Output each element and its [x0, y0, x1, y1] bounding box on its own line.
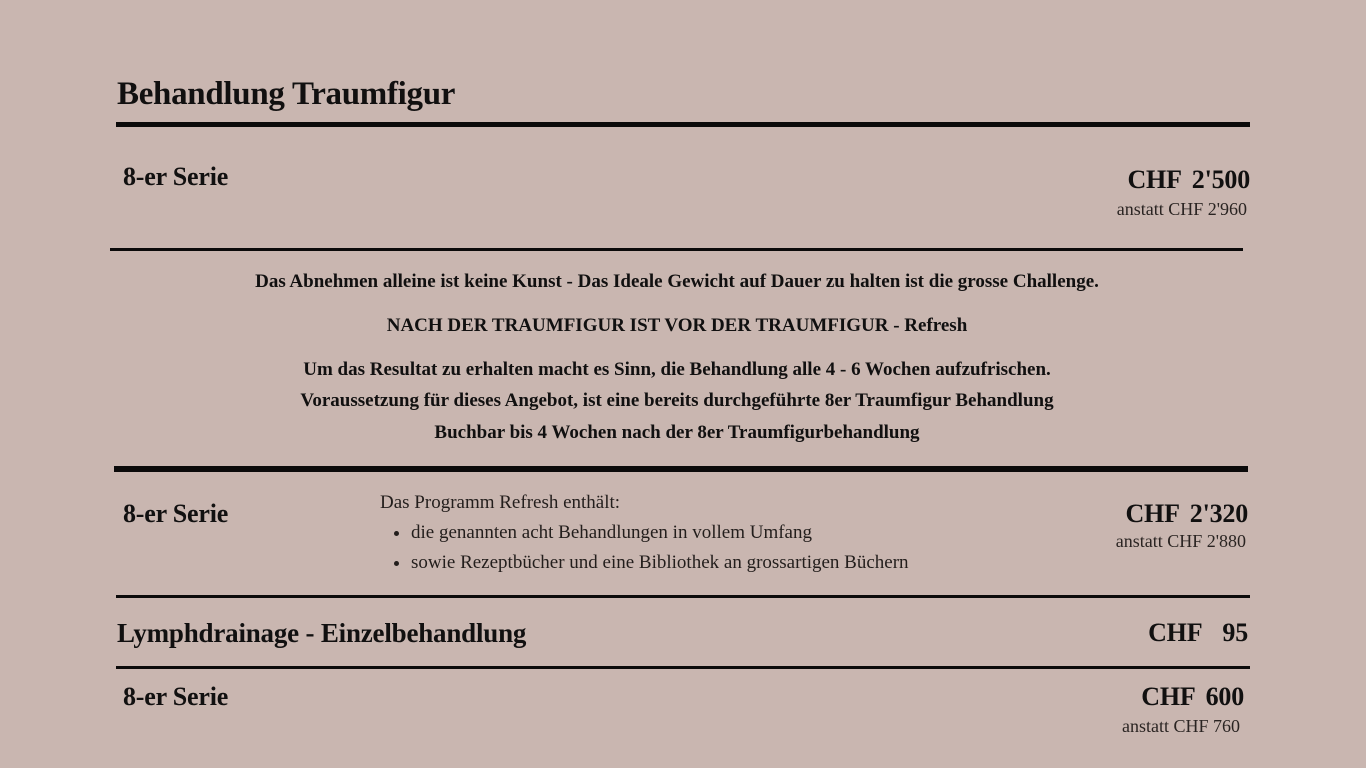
- refresh-info-line-4: Voraussetzung für dieses Angebot, ist eine bereits durchgeführte 8er Traumfigur Behandlung: [300, 390, 1054, 411]
- lymph-series-old-price: anstatt CHF 760: [1121, 716, 1240, 736]
- price-value: 2'500: [1191, 165, 1250, 194]
- currency-label: CHF: [1125, 499, 1180, 528]
- traumfigur-price: [1117, 165, 1250, 195]
- refresh-info-divider: [114, 466, 1248, 472]
- currency-label: CHF: [1141, 682, 1196, 711]
- page-title: Behandlung Traumfigur: [117, 76, 456, 112]
- traumfigur-price-box: [1117, 165, 1250, 220]
- lymph-series-label: 8-er Serie: [123, 682, 229, 711]
- refresh-info-line-5: Buchbar bis 4 Wochen nach der 8er Traumfigurbehandlung: [434, 422, 920, 443]
- program-intro: Das Programm Refresh enthält:: [380, 492, 621, 513]
- currency-label: CHF: [1148, 618, 1203, 647]
- price-value: 600: [1205, 682, 1244, 711]
- refresh-old-price: anstatt CHF 2'880: [1115, 531, 1246, 551]
- refresh-info-line-2: NACH DER TRAUMFIGUR IST VOR DER TRAUMFIGUR - Refresh: [386, 315, 968, 336]
- refresh-program: [380, 492, 909, 578]
- refresh-info-line-3: Um das Resultat zu erhalten macht es Sinn, die Behandlung alle 4 - 6 Wochen aufzufrischen.: [303, 359, 1051, 380]
- lymph-price-box: [1148, 618, 1248, 648]
- program-item: • die genannten acht Behandlungen in vollem Umfang: [411, 518, 909, 548]
- lymph-series-price: [1122, 682, 1244, 712]
- refresh-price: [1116, 499, 1248, 529]
- traumfigur-series-label: 8-er Serie: [123, 162, 229, 191]
- currency-label: CHF: [1127, 165, 1182, 194]
- price-value: 2'320: [1189, 499, 1248, 528]
- program-item: • sowie Rezeptbücher und eine Bibliothek an grossartigen Büchern: [411, 548, 909, 578]
- traumfigur-old-price: anstatt CHF 2'960: [1116, 199, 1247, 219]
- refresh-price-box: [1116, 499, 1248, 552]
- lymph-divider: [116, 666, 1250, 669]
- lymph-price: [1148, 618, 1248, 648]
- refresh-info-line-1: Das Abnehmen alleine ist keine Kunst - Das Ideale Gewicht auf Dauer zu halten ist die grosse Challenge.: [255, 271, 1099, 292]
- lymph-series-price-box: [1122, 682, 1244, 737]
- title-divider: [116, 122, 1250, 127]
- refresh-divider: [116, 595, 1250, 598]
- traumfigur-divider: [110, 248, 1243, 251]
- program-list: [380, 518, 909, 578]
- refresh-series-label: 8-er Serie: [123, 499, 229, 528]
- lymph-title: Lymphdrainage - Einzelbehandlung: [117, 618, 527, 648]
- price-value: 95: [1222, 618, 1248, 647]
